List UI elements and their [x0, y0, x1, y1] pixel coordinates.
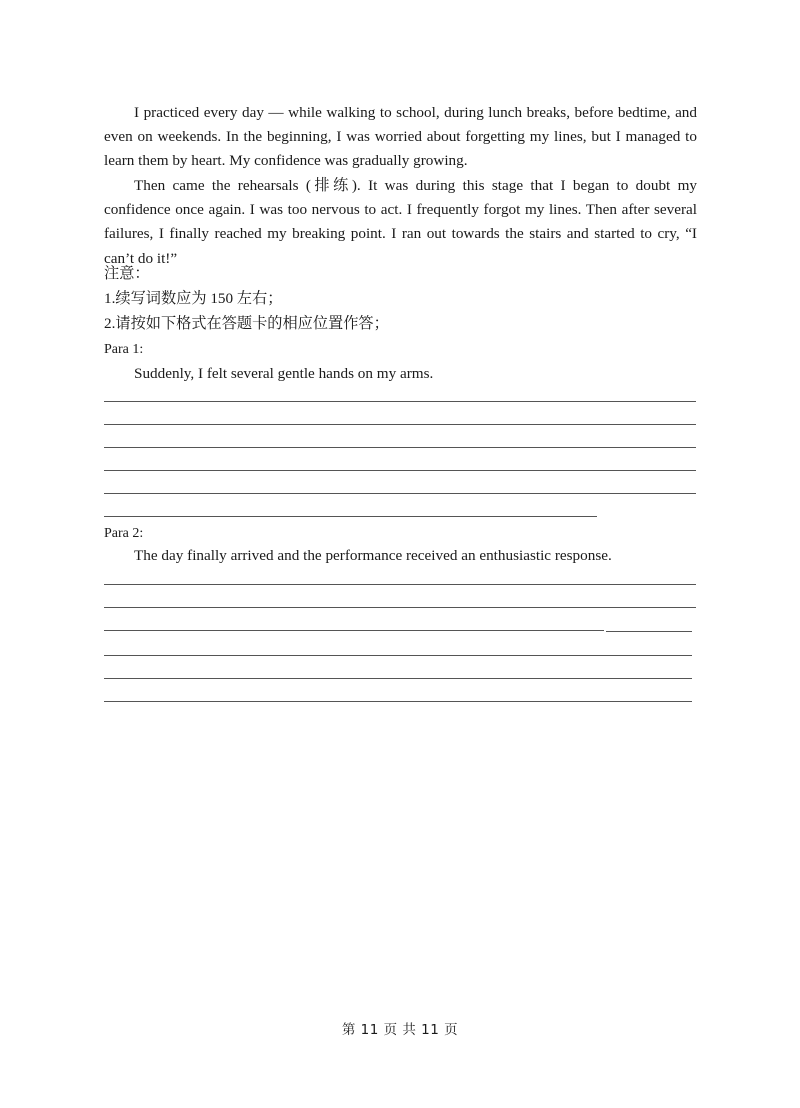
answer-line[interactable]: [104, 424, 696, 425]
page-number-footer: 第 11 页 共 11 页: [341, 1022, 459, 1038]
notes-heading: 注意：: [104, 265, 150, 282]
answer-line[interactable]: [606, 631, 692, 632]
story-paragraph-2: Then came the rehearsals (排练). It was during this stage that I began to doubt my confidence once again. I was too nervous to act. I frequently forgot my lines. Then after several failures, I finally reached my breaking point. I ran out towards the stairs and started to cry, “I can’t do it!”: [104, 177, 697, 267]
answer-line[interactable]: [104, 516, 597, 517]
para-1-opening-sentence: Suddenly, I felt several gentle hands on my arms.: [134, 365, 434, 382]
answer-line[interactable]: [104, 678, 692, 679]
answer-line[interactable]: [104, 447, 696, 448]
para-2-label: Para 2:: [104, 526, 144, 541]
answer-line[interactable]: [104, 401, 696, 402]
answer-line[interactable]: [104, 493, 696, 494]
answer-line[interactable]: [104, 470, 696, 471]
answer-line[interactable]: [104, 584, 696, 585]
para-2-opening-sentence: The day finally arrived and the performance received an enthusiastic response.: [134, 547, 612, 564]
para-1-label: Para 1:: [104, 342, 144, 357]
answer-line[interactable]: [104, 607, 696, 608]
notes-item-format: 2.请按如下格式在答题卡的相应位置作答；: [104, 315, 389, 332]
answer-line[interactable]: [104, 701, 692, 702]
notes-item-word-count: 1.续写词数应为 150 左右；: [104, 290, 283, 307]
answer-line[interactable]: [104, 630, 604, 631]
answer-line[interactable]: [104, 655, 692, 656]
story-paragraph-1: I practiced every day — while walking to school, during lunch breaks, before bedtime, and even on weekends. In the beginning, I was worried about forgetting my lines, but I managed to learn them by heart. My confidence was gradually growing.: [104, 104, 697, 170]
